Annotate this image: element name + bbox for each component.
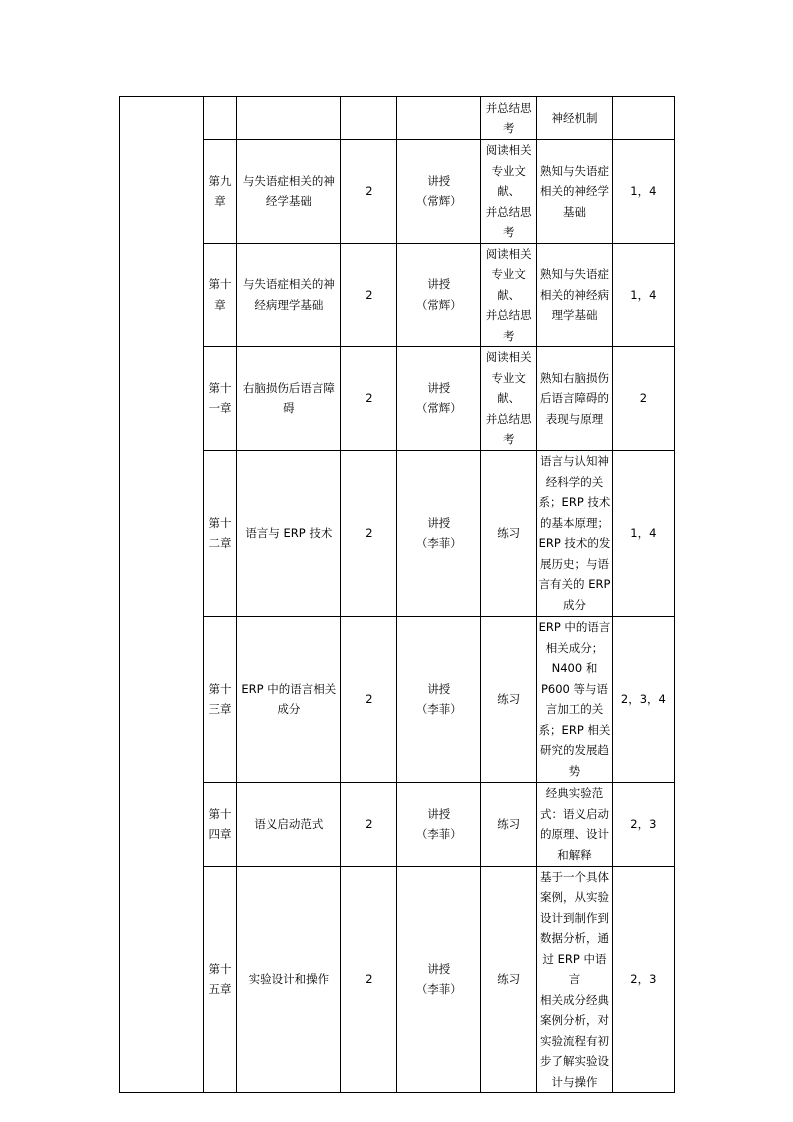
hours-cell: 2 <box>341 347 397 451</box>
cell-text-line: N400 和 <box>551 661 598 675</box>
cell-text-line: 讲授 <box>427 806 451 821</box>
cell-text-line: 式：语义启动 <box>539 806 609 821</box>
chapter-cell <box>203 347 237 451</box>
cell-text-line: 设计到制作到 <box>539 910 609 925</box>
goal-cell <box>537 866 612 1093</box>
cell-text-line: 并总结思 <box>485 411 532 426</box>
cell-text-line: 第九 <box>208 173 232 188</box>
goal-cell <box>537 97 612 140</box>
cell-text-line: 后语言障碍的 <box>539 391 609 405</box>
cell-text-line: 与失语症相关的神 <box>242 277 335 292</box>
cell-text-line: ERP 中的语言 <box>538 620 611 634</box>
course-cell <box>120 97 204 1093</box>
topic-cell <box>237 450 341 616</box>
cell-text-line: 讲授 <box>427 380 451 395</box>
cell-text-line: 与失语症相关的神 <box>242 173 335 188</box>
cell-text-line: 实验设计和操作 <box>248 972 330 986</box>
cell-text-line: 碍 <box>283 401 295 416</box>
objectives-cell: 2，3 <box>612 782 674 866</box>
cell-text-line: 言有关的 ERP <box>538 577 611 591</box>
topic-cell <box>237 97 341 140</box>
hours-cell: 2 <box>341 866 397 1093</box>
cell-text-line: 第十 <box>208 681 232 696</box>
cell-text-line: P600 等与语 <box>540 681 609 696</box>
cell-text-line: 第十 <box>208 380 232 395</box>
cell-text-line: 熟知右脑损伤 <box>539 370 609 385</box>
method-cell <box>397 450 481 616</box>
goal-cell <box>537 347 612 451</box>
cell-text-line: 相关成分； <box>545 640 604 655</box>
cell-text-line: 理学基础 <box>551 308 598 322</box>
cell-text-line: 展历史；与语 <box>539 556 609 571</box>
goal-cell <box>537 140 612 244</box>
table-row <box>120 347 675 451</box>
cell-text-line: 阅读相关 <box>485 143 532 157</box>
objectives-cell <box>612 97 674 140</box>
topic-cell <box>237 140 341 244</box>
table-row <box>120 866 675 1093</box>
objectives-cell: 2 <box>612 347 674 451</box>
cell-text-line: 二章 <box>208 536 232 550</box>
method-cell <box>397 97 481 140</box>
cell-text-line: 讲授 <box>427 961 451 976</box>
cell-text-line: 第十 <box>208 961 232 976</box>
cell-text-line: 一章 <box>208 401 232 416</box>
cell-text-line: 阅读相关 <box>485 246 532 261</box>
cell-text-line: 练习 <box>497 972 521 986</box>
objectives-cell: 1，4 <box>612 450 674 616</box>
cell-text-line: 熟知与失语症 <box>539 163 609 178</box>
cell-text-line: 经学基础 <box>265 194 312 209</box>
cell-text-line: 经病理学基础 <box>254 297 324 312</box>
cell-text-line: （李菲） <box>415 982 462 997</box>
cell-text-line: 并总结思 <box>485 100 532 115</box>
topic-cell <box>237 782 341 866</box>
topic-cell <box>237 866 341 1093</box>
cell-text-line: 第十 <box>208 806 232 821</box>
table-row <box>120 243 675 347</box>
cell-text-line: ERP 技术的发 <box>538 536 611 550</box>
chapter-cell <box>203 140 237 244</box>
hours-cell: 2 <box>341 616 397 782</box>
chapter-cell <box>203 97 237 140</box>
after-class-cell <box>481 243 537 347</box>
cell-text-line: 讲授 <box>427 681 451 696</box>
cell-text-line: 语言与 ERP 技术 <box>245 525 333 540</box>
cell-text-line: 计与操作 <box>551 1074 598 1089</box>
goal-cell <box>537 243 612 347</box>
cell-text-line: 章 <box>214 194 226 209</box>
goal-cell <box>537 450 612 616</box>
cell-text-line: 案例分析，对 <box>539 1013 609 1027</box>
method-cell <box>397 616 481 782</box>
hours-cell: 2 <box>341 450 397 616</box>
topic-cell <box>237 347 341 451</box>
cell-text-line: 阅读相关 <box>485 350 532 364</box>
method-cell <box>397 243 481 347</box>
table-row <box>120 616 675 782</box>
topic-cell <box>237 616 341 782</box>
after-class-cell <box>481 97 537 140</box>
method-cell <box>397 140 481 244</box>
cell-text-line: 相关的神经学 <box>539 184 609 198</box>
table-body <box>120 97 675 1093</box>
cell-text-line: 专业文献、 <box>491 267 526 302</box>
cell-text-line: 成分 <box>562 597 586 612</box>
after-class-cell <box>481 866 537 1093</box>
method-cell <box>397 347 481 451</box>
cell-text-line: 四章 <box>208 827 232 841</box>
cell-text-line: 经科学的关 <box>545 474 604 489</box>
cell-text-line: 练习 <box>497 816 521 831</box>
cell-text-line: 步了解实验设 <box>539 1054 609 1068</box>
cell-text-line: 练习 <box>497 691 521 706</box>
chapter-cell <box>203 866 237 1093</box>
hours-cell <box>341 97 397 140</box>
cell-text-line: 并总结思 <box>485 204 532 219</box>
cell-text-line: 第十 <box>208 277 232 292</box>
topic-cell <box>237 243 341 347</box>
cell-text-line: 考 <box>502 432 515 446</box>
after-class-cell <box>481 140 537 244</box>
cell-text-line: （李菲） <box>415 827 462 841</box>
cell-text-line: 章 <box>214 297 226 312</box>
after-class-cell <box>481 347 537 451</box>
hours-cell: 2 <box>341 243 397 347</box>
cell-text-line: 势 <box>568 763 581 778</box>
cell-text-line: 系；ERP 相关 <box>538 722 611 737</box>
objectives-cell: 1，4 <box>612 243 674 347</box>
cell-text-line: 专业文献、 <box>491 163 526 198</box>
cell-text-line: （常辉） <box>415 297 462 312</box>
cell-text-line: 言加工的关 <box>545 702 604 716</box>
cell-text-line: 系；ERP 技术 <box>538 495 611 509</box>
cell-text-line: 经典实验范 <box>545 786 604 800</box>
table-row <box>120 450 675 616</box>
cell-text-line: 实验流程有初 <box>539 1033 609 1048</box>
cell-text-line: 和解释 <box>557 847 592 862</box>
after-class-cell <box>481 450 537 616</box>
cell-text-line: （李菲） <box>415 702 462 716</box>
cell-text-line: （常辉） <box>415 194 462 209</box>
cell-text-line: 神经机制 <box>551 110 598 125</box>
cell-text-line: 相关的神经病 <box>539 287 609 302</box>
table-row <box>120 97 675 140</box>
method-cell <box>397 866 481 1093</box>
cell-text-line: 第十 <box>208 515 232 530</box>
cell-text-line: 练习 <box>497 525 521 540</box>
goal-cell <box>537 616 612 782</box>
cell-text-line: 考 <box>502 225 515 239</box>
cell-text-line: 五章 <box>208 982 232 997</box>
cell-text-line: 熟知与失语症 <box>539 267 609 281</box>
cell-text-line: 的原理、设计 <box>539 827 609 841</box>
cell-text-line: 并总结思 <box>485 308 532 322</box>
chapter-cell <box>203 450 237 616</box>
cell-text-line: 讲授 <box>427 277 451 292</box>
cell-text-line: 专业文献、 <box>491 370 526 405</box>
cell-text-line: 右脑损伤后语言障 <box>242 380 335 395</box>
objectives-cell: 2，3 <box>612 866 674 1093</box>
after-class-cell <box>481 782 537 866</box>
cell-text-line: 案例，从实验 <box>539 890 609 904</box>
cell-text-line: 三章 <box>208 702 232 716</box>
cell-text-line: 语义启动范式 <box>254 816 324 831</box>
cell-text-line: 过 ERP 中语言 <box>542 951 607 986</box>
cell-text-line: 语言与认知神 <box>539 454 609 468</box>
cell-text-line: 考 <box>502 328 515 343</box>
method-cell <box>397 782 481 866</box>
syllabus-table <box>119 96 675 1093</box>
chapter-cell <box>203 782 237 866</box>
cell-text-line: 基础 <box>562 204 586 219</box>
cell-text-line: 表现与原理 <box>545 411 604 426</box>
chapter-cell <box>203 243 237 347</box>
cell-text-line: 基于一个具体 <box>539 869 609 884</box>
cell-text-line: 的基本原理； <box>539 515 609 530</box>
cell-text-line: 讲授 <box>427 515 451 530</box>
cell-text-line: （常辉） <box>415 401 462 416</box>
objectives-cell: 2，3，4 <box>612 616 674 782</box>
cell-text-line: ERP 中的语言相关 <box>241 681 337 696</box>
cell-text-line: 成分 <box>277 702 301 716</box>
hours-cell: 2 <box>341 140 397 244</box>
hours-cell: 2 <box>341 782 397 866</box>
goal-cell <box>537 782 612 866</box>
cell-text-line: 讲授 <box>427 173 451 188</box>
cell-text-line: 数据分析，通 <box>539 931 609 945</box>
cell-text-line: 相关成分经典 <box>539 992 609 1007</box>
table-row <box>120 782 675 866</box>
cell-text-line: 研究的发展趋 <box>539 743 609 757</box>
objectives-cell: 1，4 <box>612 140 674 244</box>
cell-text-line: 考 <box>502 121 515 135</box>
table-row <box>120 140 675 244</box>
after-class-cell <box>481 616 537 782</box>
cell-text-line: （李菲） <box>415 536 462 550</box>
chapter-cell <box>203 616 237 782</box>
